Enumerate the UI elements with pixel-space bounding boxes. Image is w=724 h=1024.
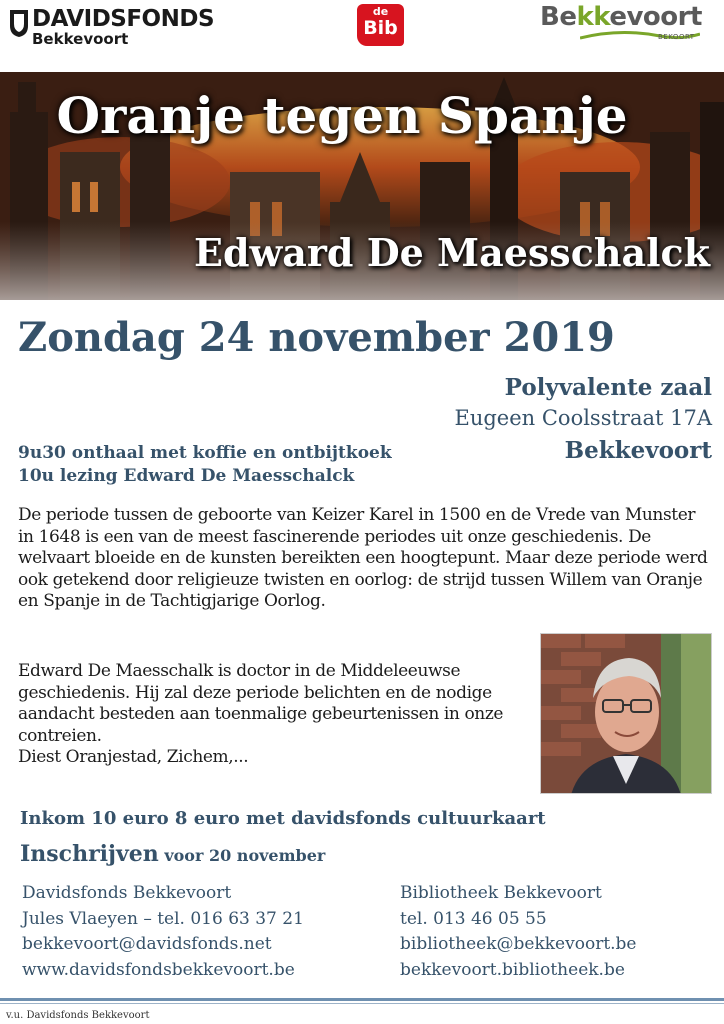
bekkevoort-logo-part3: evoort <box>609 2 702 32</box>
davidsfonds-logo-name: DAVIDSFONDS <box>32 6 215 32</box>
davidsfonds-shield-icon <box>8 8 30 38</box>
schedule-item: 9u30 onthaal met koffie en ontbijtkoek <box>18 443 392 463</box>
publisher-note: v.u. Davidsfonds Bekkevoort <box>6 1010 150 1021</box>
description-paragraph: De periode tussen de geboorte van Keizer Karel in 1500 en de Vrede van Munster in 1648 is een van de meest fascinerende periodes uit onze geschiedenis. De welvaart bloeide en de kunsten bereikten een hoogtepunt. Maar deze periode werd ook getekend door religieuze twisten en oorlog: de strijd tussen Willem van Oranje en Spanje in de Tachtigjarige Oorlog. <box>18 505 708 612</box>
speaker-paragraph-text: Edward De Maesschalk is doctor in de Middeleeuwse geschiedenis. Hij zal deze periode belichten en de nodige aandacht besteden aan toenmalige gebeurtenissen in onze contreien. <box>18 661 504 746</box>
speaker-portrait-image <box>541 634 712 794</box>
bib-logo[interactable] <box>357 4 404 46</box>
speaker-photo <box>540 633 712 794</box>
bekkevoort-logo[interactable] <box>540 2 720 46</box>
contact-email-link[interactable]: bibliotheek@bekkevoort.be <box>400 934 637 954</box>
davidsfonds-logo[interactable] <box>8 6 213 46</box>
registration-label: Inschrijven <box>20 841 159 867</box>
footer-divider-thin <box>0 1003 724 1004</box>
davidsfonds-logo-sub: Bekkevoort <box>32 30 129 48</box>
registration-line <box>20 841 325 867</box>
registration-deadline: voor 20 november <box>164 846 326 865</box>
contact-email-link[interactable]: bekkevoort@davidsfonds.net <box>22 934 272 954</box>
bekkevoort-logo-sub: BEKOORT <box>658 33 695 41</box>
venue-street: Eugeen Coolsstraat 17A <box>454 406 712 430</box>
contact-website-link[interactable]: bekkevoort.bibliotheek.be <box>400 959 625 980</box>
contact-name: Davidsfonds Bekkevoort <box>22 883 232 903</box>
event-banner <box>0 72 724 300</box>
contact-name: Bibliotheek Bekkevoort <box>400 883 602 903</box>
event-date: Zondag 24 november 2019 <box>18 314 615 361</box>
speaker-paragraph <box>18 661 518 769</box>
bekkevoort-logo-part1: Be <box>540 2 577 32</box>
logo-bar <box>0 0 724 72</box>
contact-davidsfonds <box>22 881 304 983</box>
venue-name: Polyvalente zaal <box>504 374 712 401</box>
contact-phone[interactable]: Jules Vlaeyen – tel. 016 63 37 21 <box>22 908 304 929</box>
contact-phone[interactable]: tel. 013 46 05 55 <box>400 908 547 929</box>
bib-logo-top: de <box>372 5 389 18</box>
admission-price: Inkom 10 euro 8 euro met davidsfonds cultuurkaart <box>20 808 546 829</box>
footer-divider <box>0 998 724 1001</box>
contact-website-link[interactable]: www.davidsfondsbekkevoort.be <box>22 959 295 980</box>
speaker-name: Edward De Maesschalck <box>194 230 710 275</box>
bekkevoort-logo-name <box>540 2 702 32</box>
bib-logo-bottom: Bib <box>363 17 398 39</box>
venue-town: Bekkevoort <box>564 437 712 464</box>
speaker-paragraph-places: Diest Oranjestad, Zichem,... <box>18 747 249 768</box>
event-title: Oranje tegen Spanje <box>56 86 628 145</box>
schedule <box>18 442 392 488</box>
bekkevoort-logo-part2: kk <box>576 2 610 32</box>
contact-library <box>400 881 637 983</box>
schedule-item: 10u lezing Edward De Maesschalck <box>18 466 355 486</box>
